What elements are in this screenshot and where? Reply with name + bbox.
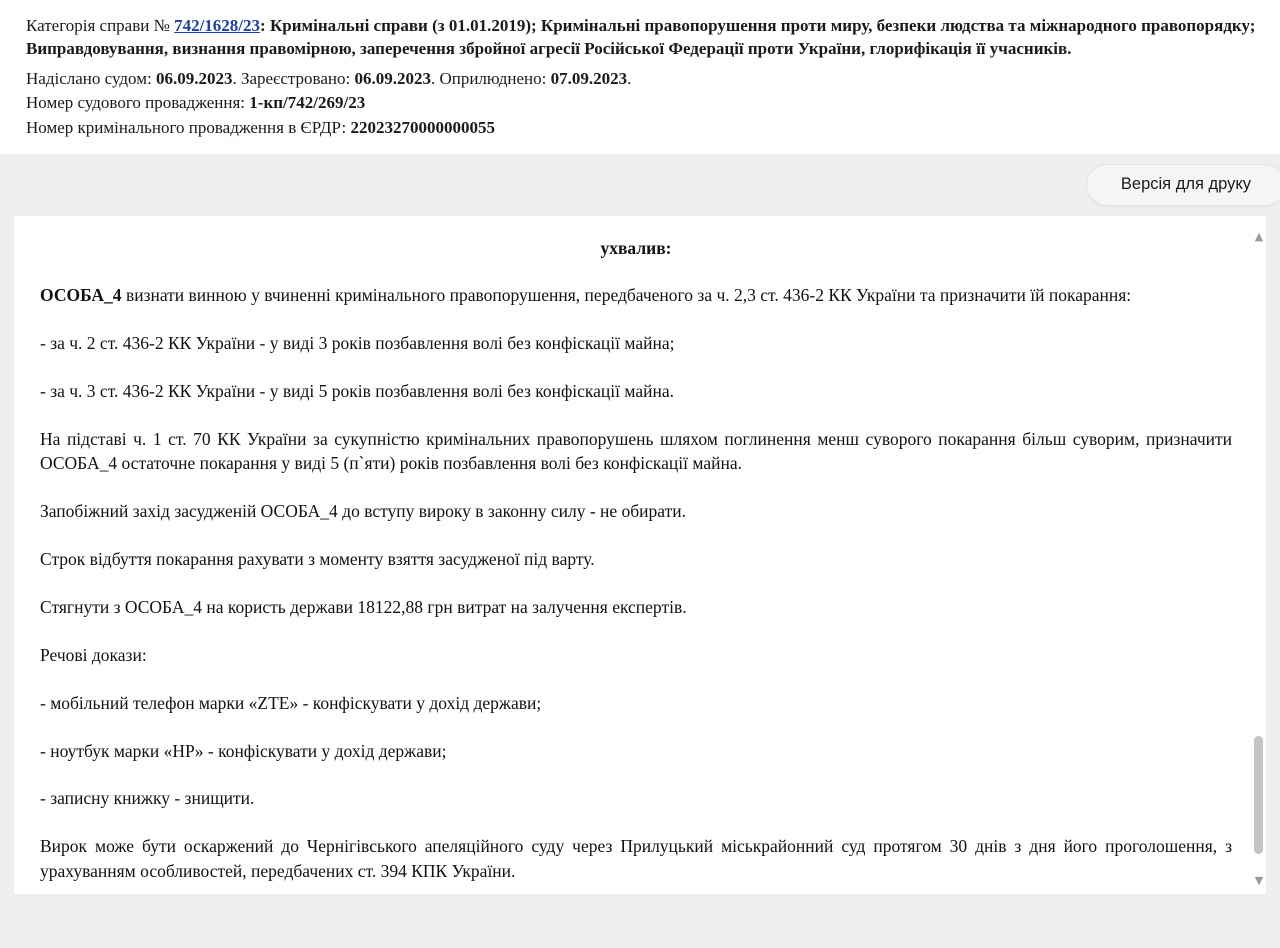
case-metadata-block bbox=[0, 0, 1280, 154]
registered-label: Зареєстровано: bbox=[240, 68, 355, 88]
document-paragraph bbox=[40, 427, 1232, 477]
document-paragraph-list bbox=[40, 283, 1232, 884]
paragraph-text: Речові докази: bbox=[40, 644, 147, 665]
proceeding-label: Номер судового провадження: bbox=[26, 93, 250, 113]
document-paragraph bbox=[40, 691, 1232, 716]
document-paragraph bbox=[40, 283, 1232, 308]
scrollbar-thumb[interactable] bbox=[1254, 736, 1263, 854]
paragraph-text: - за ч. 2 ст. 436-2 КК України - у виді 3 років позбавлення волі без конфіскації майна; bbox=[40, 332, 675, 353]
document-paragraph bbox=[40, 786, 1232, 811]
paragraph-text: - записну книжку - знищити. bbox=[40, 788, 255, 809]
scroll-down-arrow-icon[interactable]: ▼ bbox=[1254, 874, 1264, 888]
document-paragraph bbox=[40, 379, 1232, 404]
paragraph-text: - мобільний телефон марки «ZTE» - конфіскувати у дохід держави; bbox=[40, 692, 542, 713]
document-paragraph bbox=[40, 595, 1232, 620]
paragraph-text: На підставі ч. 1 ст. 70 КК України за сукупністю кримінальних правопорушень шляхом поглинення менш суворого покарання більш суворим, призначити ОСОБА_4 остаточне покарання у виді 5 (п`яти) років позбавлення волі без конфіскації майна. bbox=[40, 428, 1232, 474]
print-version-button[interactable]: Версія для друку bbox=[1086, 164, 1280, 206]
document-paragraph bbox=[40, 331, 1232, 356]
document-paragraph bbox=[40, 739, 1232, 764]
paragraph-text: - ноутбук марки «HP» - конфіскувати у дохід держави; bbox=[40, 740, 447, 761]
erdr-value: 22023270000000055 bbox=[350, 117, 496, 137]
erdr-number-line bbox=[26, 116, 1266, 139]
paragraph-text: Строк відбуття покарання рахувати з моменту взяття засудженої під варту. bbox=[40, 549, 595, 570]
paragraph-text: Запобіжний захід засудженій ОСОБА_4 до вступу вироку в законну силу - не обирати. bbox=[40, 501, 687, 522]
paragraph-text: визнати винною у вчиненні кримінального правопорушення, передбаченого за ч. 2,3 ст. 436-2 КК України та призначити їй покарання: bbox=[121, 285, 1132, 306]
published-separator: . bbox=[627, 68, 632, 88]
scroll-up-arrow-icon[interactable]: ▲ bbox=[1254, 230, 1264, 244]
dates-line bbox=[26, 67, 1266, 90]
document-body bbox=[14, 216, 1266, 894]
document-toolbar bbox=[0, 154, 1280, 216]
sent-label: Надіслано судом: bbox=[26, 68, 156, 88]
document-scrollbar[interactable] bbox=[1252, 216, 1266, 894]
court-proceeding-number-line bbox=[26, 91, 1266, 114]
case-category-line bbox=[26, 14, 1266, 61]
document-heading: ухвалив: bbox=[600, 238, 672, 259]
sent-date: 06.09.2023 bbox=[155, 68, 233, 88]
published-label: Оприлюднено: bbox=[439, 68, 551, 88]
paragraph-text: Стягнути з ОСОБА_4 на користь держави 18122,88 грн витрат на залучення експертів. bbox=[40, 597, 687, 618]
proceeding-value: 1-кп/742/269/23 bbox=[249, 93, 366, 113]
document-paragraph bbox=[40, 643, 1232, 668]
document-paragraph bbox=[40, 834, 1232, 884]
paragraph-text: - за ч. 3 ст. 436-2 КК України - у виді 5 років позбавлення волі без конфіскації майна. bbox=[40, 380, 674, 401]
sent-separator: . bbox=[232, 68, 241, 88]
case-number-link[interactable]: 742/1628/23 bbox=[174, 16, 261, 35]
category-prefix-label: Категорія справи № bbox=[26, 16, 175, 35]
paragraph-text: Вирок може бути оскаржений до Чернігівського апеляційного суду через Прилуцький міськрайонний суд протягом 30 днів з дня його проголошення, з урахуванням особливостей, передбачених ст. 394 КПК України. bbox=[40, 836, 1232, 882]
document-paragraph bbox=[40, 547, 1232, 572]
document-paragraph bbox=[40, 499, 1232, 524]
erdr-label: Номер кримінального провадження в ЄРДР: bbox=[26, 117, 351, 137]
category-description: : Кримінальні справи (з 01.01.2019); Кримінальні правопорушення проти миру, безпеки людства та міжнародного правопорядку; Виправдовування, визнання правомірною, заперечення збройної агресії Російської Федерації проти України, глорифікація її учасників. bbox=[26, 16, 1256, 59]
person-reference: ОСОБА_4 bbox=[40, 285, 122, 306]
registered-date: 06.09.2023 bbox=[354, 68, 431, 88]
published-date: 07.09.2023 bbox=[550, 68, 628, 88]
registered-separator: . bbox=[430, 68, 440, 88]
